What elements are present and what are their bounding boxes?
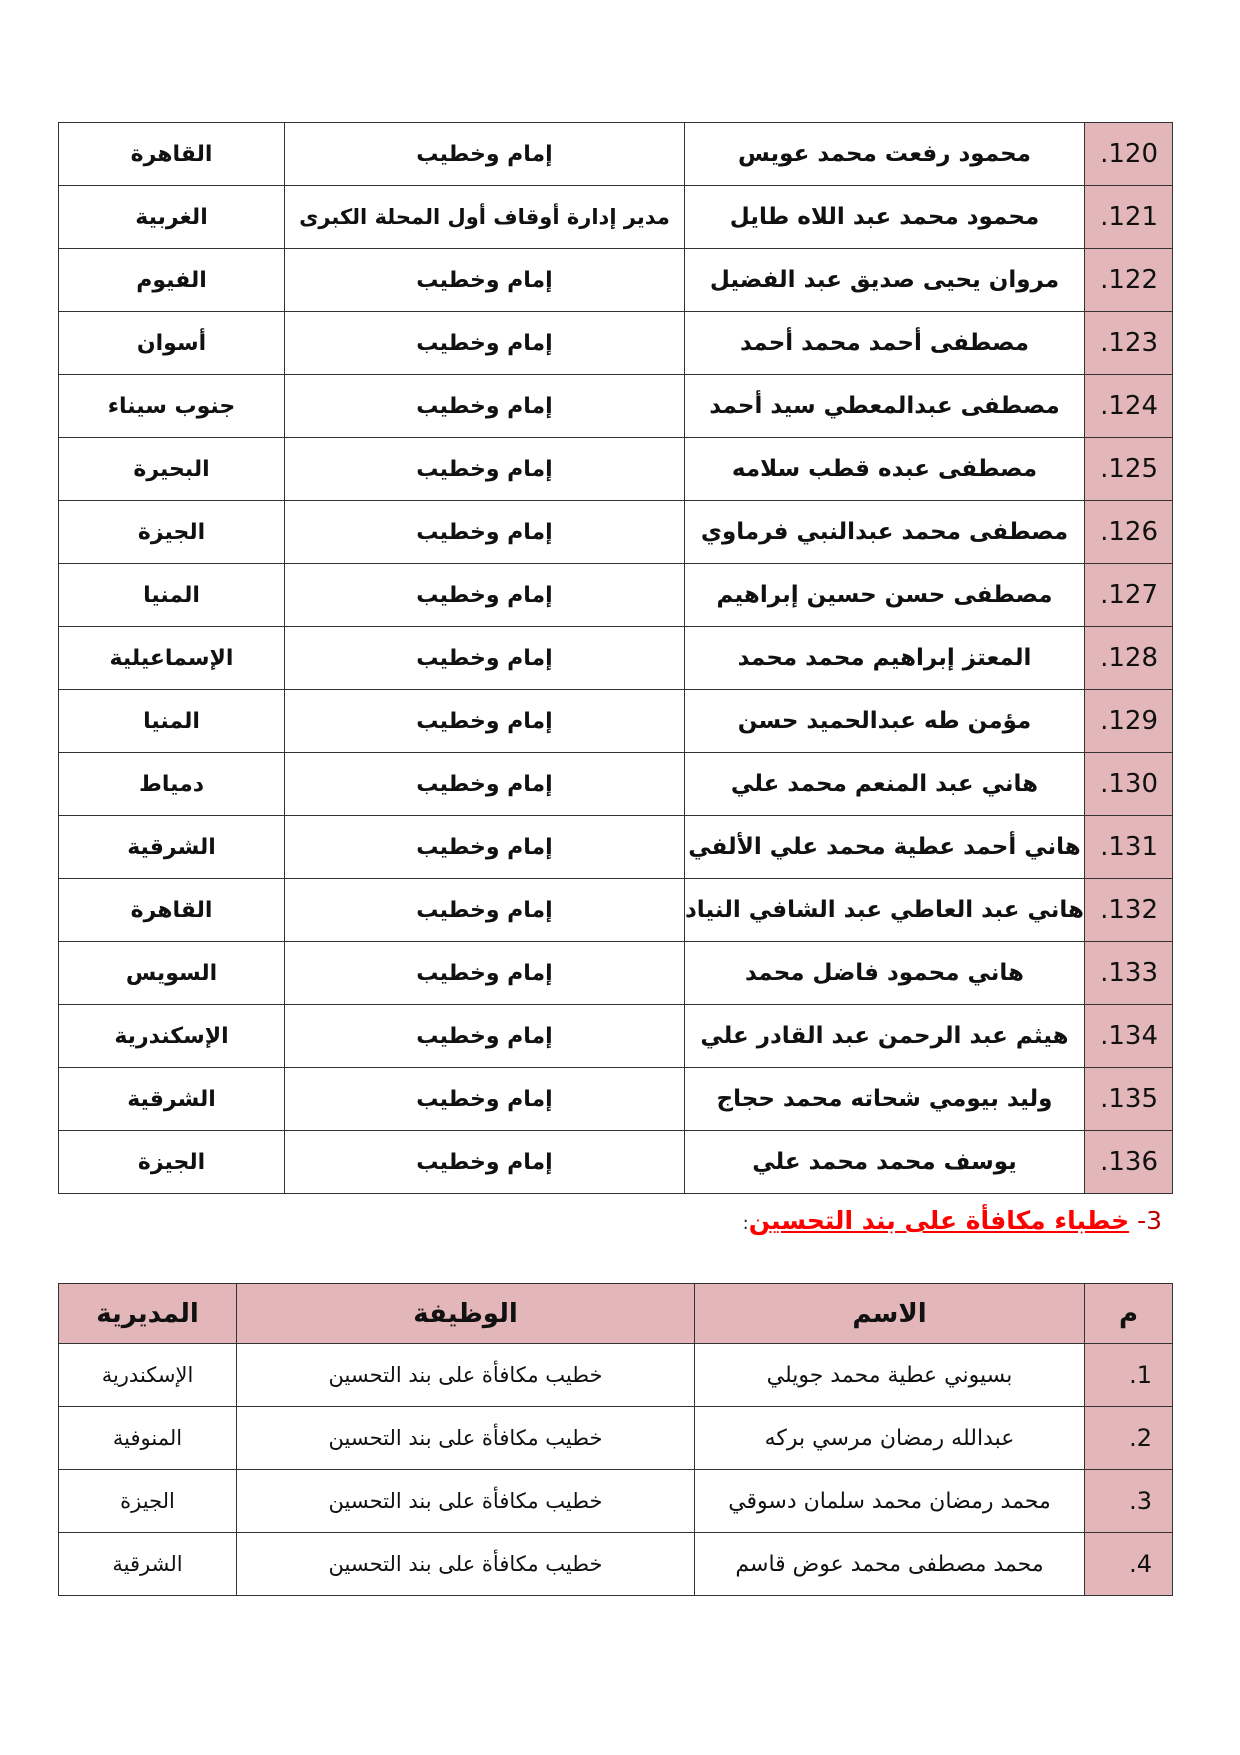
table-row [59,879,1173,942]
table-row [59,942,1173,1005]
table-row [59,1068,1173,1131]
row-name: يوسف محمد محمد علي [685,1131,1085,1194]
row-directorate: المنيا [59,690,285,753]
table-row [59,1533,1173,1596]
row-job: إمام وخطيب [285,123,685,186]
table-row [59,1344,1173,1407]
row-job: إمام وخطيب [285,879,685,942]
row-job: إمام وخطيب [285,690,685,753]
table-row [59,186,1173,249]
table-row [59,690,1173,753]
row-number: 135. [1085,1068,1173,1131]
row-name: المعتز إبراهيم محمد محمد [685,627,1085,690]
row-name: هيثم عبد الرحمن عبد القادر علي [685,1005,1085,1068]
row-job: إمام وخطيب [285,816,685,879]
row-job: خطيب مكافأة على بند التحسين [237,1533,695,1596]
imams-table-body [59,123,1173,1194]
row-directorate: المنيا [59,564,285,627]
row-directorate: المنوفية [59,1407,237,1470]
row-directorate: القاهرة [59,879,285,942]
row-number: 124. [1085,375,1173,438]
row-number: 127. [1085,564,1173,627]
row-job: إمام وخطيب [285,753,685,816]
table-row [59,1407,1173,1470]
row-job: إمام وخطيب [285,249,685,312]
row-number: 125. [1085,438,1173,501]
table-row [59,753,1173,816]
row-directorate: أسوان [59,312,285,375]
header-name: الاسم [695,1284,1085,1344]
table-row [59,123,1173,186]
row-name: وليد بيومي شحاته محمد حجاج [685,1068,1085,1131]
row-number: 121. [1085,186,1173,249]
row-directorate: الإسماعيلية [59,627,285,690]
row-directorate: جنوب سيناء [59,375,285,438]
row-directorate: القاهرة [59,123,285,186]
table-row [59,438,1173,501]
header-num: م [1085,1284,1173,1344]
row-job: إمام وخطيب [285,312,685,375]
row-name: مؤمن طه عبدالحميد حسن [685,690,1085,753]
row-number: 3. [1085,1470,1173,1533]
row-job: إمام وخطيب [285,1131,685,1194]
row-number: 4. [1085,1533,1173,1596]
table-row [59,564,1173,627]
row-name: محمود محمد عبد اللاه طايل [685,186,1085,249]
table-row [59,816,1173,879]
imams-table [58,122,1173,1194]
row-number: 130. [1085,753,1173,816]
row-name: عبدالله رمضان مرسي بركه [695,1407,1085,1470]
row-number: 132. [1085,879,1173,942]
table-row [59,1470,1173,1533]
row-directorate: الجيزة [59,1470,237,1533]
row-job: إمام وخطيب [285,438,685,501]
row-name: هاني أحمد عطية محمد علي الألفي [685,816,1085,879]
table-row [59,1131,1173,1194]
header-job: الوظيفة [237,1284,695,1344]
row-directorate: الإسكندرية [59,1005,285,1068]
row-directorate: الجيزة [59,501,285,564]
row-job: إمام وخطيب [285,1005,685,1068]
row-number: 126. [1085,501,1173,564]
row-directorate: الغربية [59,186,285,249]
row-name: مصطفى حسن حسين إبراهيم [685,564,1085,627]
row-name: هاني عبد العاطي عبد الشافي النياد [685,879,1085,942]
section-title: خطباء مكافأة على بند التحسين [748,1206,1130,1235]
table-row [59,501,1173,564]
row-number: 131. [1085,816,1173,879]
row-number: 120. [1085,123,1173,186]
row-name: مصطفى عبدالمعطي سيد أحمد [685,375,1085,438]
row-directorate: الفيوم [59,249,285,312]
row-job: مدير إدارة أوقاف أول المحلة الكبرى [285,186,685,249]
table-row [59,249,1173,312]
header-directorate: المديرية [59,1284,237,1344]
row-name: محمود رفعت محمد عويس [685,123,1085,186]
row-name: محمد رمضان محمد سلمان دسوقي [695,1470,1085,1533]
section-heading [743,1206,1162,1235]
row-directorate: الجيزة [59,1131,285,1194]
table-row [59,1005,1173,1068]
row-job: إمام وخطيب [285,375,685,438]
row-directorate: الشرقية [59,816,285,879]
row-name: مروان يحيى صديق عبد الفضيل [685,249,1085,312]
bonus-preachers-table [58,1283,1173,1596]
row-job: إمام وخطيب [285,627,685,690]
row-name: هاني محمود فاضل محمد [685,942,1085,1005]
row-job: إمام وخطيب [285,1068,685,1131]
row-name: مصطفى عبده قطب سلامه [685,438,1085,501]
row-job: خطيب مكافأة على بند التحسين [237,1407,695,1470]
row-job: إمام وخطيب [285,501,685,564]
row-directorate: الشرقية [59,1068,285,1131]
row-name: بسيوني عطية محمد جويلي [695,1344,1085,1407]
table-header-row [59,1284,1173,1344]
row-number: 134. [1085,1005,1173,1068]
row-job: خطيب مكافأة على بند التحسين [237,1470,695,1533]
row-number: 122. [1085,249,1173,312]
table-row [59,627,1173,690]
row-number: 129. [1085,690,1173,753]
row-number: 133. [1085,942,1173,1005]
row-number: 128. [1085,627,1173,690]
row-number: 1. [1085,1344,1173,1407]
section-colon: : [742,1213,749,1234]
table-row [59,312,1173,375]
row-name: محمد مصطفى محمد عوض قاسم [695,1533,1085,1596]
row-job: خطيب مكافأة على بند التحسين [237,1344,695,1407]
row-directorate: الشرقية [59,1533,237,1596]
row-directorate: السويس [59,942,285,1005]
bonus-table-body [59,1344,1173,1596]
row-name: مصطفى أحمد محمد أحمد [685,312,1085,375]
row-number: 2. [1085,1407,1173,1470]
row-directorate: البحيرة [59,438,285,501]
row-job: إمام وخطيب [285,942,685,1005]
row-job: إمام وخطيب [285,564,685,627]
row-number: 136. [1085,1131,1173,1194]
row-name: مصطفى محمد عبدالنبي فرماوي [685,501,1085,564]
row-directorate: دمياط [59,753,285,816]
row-directorate: الإسكندرية [59,1344,237,1407]
section-number: 3- [1137,1206,1162,1235]
row-name: هاني عبد المنعم محمد علي [685,753,1085,816]
table-row [59,375,1173,438]
row-number: 123. [1085,312,1173,375]
